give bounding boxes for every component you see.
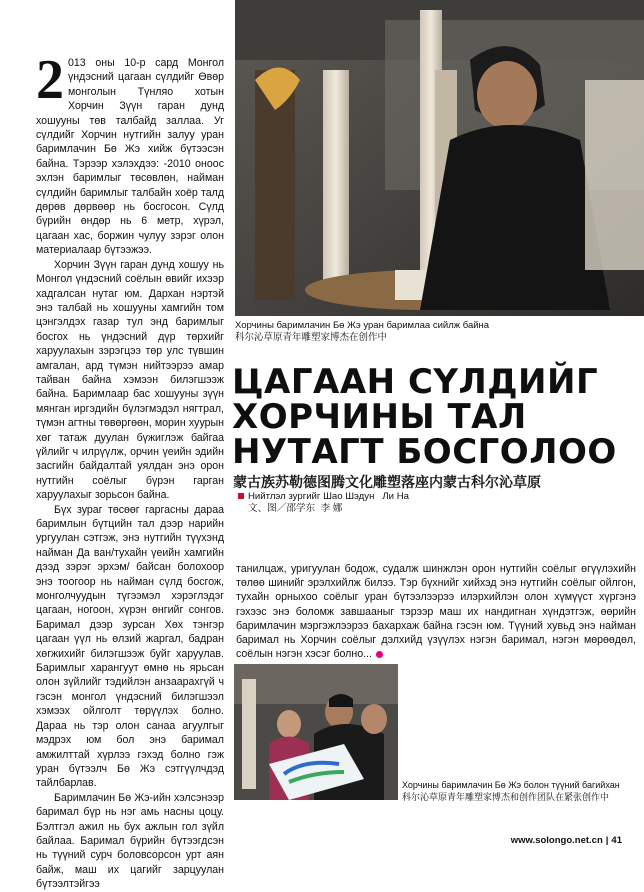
page-number: 41 [611, 835, 622, 846]
lead-text: 013 оны 10-р сард Монгол үндэсний цагаан сүлдийг Өвөр монголын Түнляо хотын Хорчин Зүүн гаран дунд хошууны төв талбайд заллаа. Уг сүлдийг Хорчин нутгийн залуу уран баримлачин Бө Жэ хийж бүтээсэн байна. Тэрээр хэлэхдээ: -2010 оноос эхлэн баримлыг төсөвлөн, найман сүлдийн баримлыг талбайн хоёр талд дөрөв дөрвөөр нь босгосон. Сүлд бүрийн өндөр нь 6 метр, хүрэл, цагаан хас, боржин чулуу зэрэг олон материалаар бүтээжээ. [36, 57, 224, 257]
chinese-subtitle: 蒙古族苏勒德图腾文化雕塑落座内蒙古科尔沁草原 [233, 475, 541, 491]
photo-caption-small: Хорчины баримлачин Бө Жэ болон түүний багийхан 科尔沁草原青年雕塑家博杰和创作团队在紧张创作中 [402, 780, 620, 802]
article-right-column [236, 562, 636, 661]
article-headline [232, 362, 642, 472]
headline-line: ЦАГААН СҮЛДИЙГ [232, 362, 599, 402]
headline-line: НУТАГТ БОСГОЛОО [232, 432, 617, 472]
author-bullet-icon [238, 493, 244, 499]
footer-site: www.solongo.net.cn [510, 835, 603, 846]
body-paragraph: Бүх зураг төсөөг гаргасны дараа баримлын бүтцийн тал дээр нарийн ургуулан сэтгэж, энэ нутгийн түүхэнд найман Да ван/тухайн үеийн хамгийн дээд зэрэг эрхэм/ байсан болохоор энэ тоогоор нь найман сүлд босгож, монголчуудын түгээмэл хэрэглэдэг цагаан, ногоон, хүрэн өнгийг сонгов. Баримал дээр зурсан Хөх тэнгэр цагаан үүл нь өлзий жаргал, бадран хөгжихийг билэгшээж буйг харуулав. Баримлыг харангуут өмнө нь ярьсан олон зүйлийг тэдийлэн анзаарахгүй ч гэсэн монгол үндэсний билэгшээл хэмээх ойлголт төрүүлэх болно. Дараа нь тэр олон санаа агуулгыг мэдрэх юм бол энэ баримал амжилттай хүрлээ гэхэд болно гэж уран бүтээлч Бө Жэ сэтгүүлчдэд тайлбарлав. [36, 503, 224, 790]
footer-separator: | [605, 835, 609, 846]
body-paragraph: Хорчин Зүүн гаран дунд хошуу нь Монгол үндэсний соёлын өвийг ихээр хадгалсан нутаг юм. Дархан нэртэй энэ талбай нь хошууны хамгийн том цэнгэлдэх газар тул энд баримлыг босгох нь үндэсний дүр төрхийг харуулахын зэрэгцээ төр улс түвшин амгалан, ард түмэн нийтээрээ амар тайван байна хэмээн билэгшээж байна. Баримлаар бас хошууны зүүн мянган иргэдийн бүлэгмэдэл нягтрал, түмэн агтны төвөргөөн, морин хуурын хөг татаж дуулан бүжиглэж байгаа үйлийг ч илрүүлж, орчин үеийн эдийн засгийн байдалтай уялдан энэ орон нутгийн соёлыг бүрэн гарган харуулахыг зорьсон байна. [36, 258, 224, 502]
lead-paragraph [36, 49, 224, 258]
author-credit-mn [238, 491, 409, 503]
dropcap: 2 [36, 49, 64, 111]
sculptor-working-photo [235, 0, 644, 316]
sculptor-team-photo [234, 664, 398, 800]
article-left-column [36, 49, 224, 892]
body-paragraph: Баримлачин Бө Жэ-ийн хэлсэнээр баримал бүр нь нэг амь насны цоцу. Бэлтгэл ажил нь бух ажлын гол зүйл байлаа. Баримал бүрийн бүтээгдсэн нь түүний сурч боловсорсон урт аян байж, маш их цагийг зарцуулан бүтээлтэйгээ [36, 791, 224, 891]
author-mn-text: Нийтлэл зургийг Шао Шэдун Ли На [248, 491, 409, 502]
page-footer [511, 835, 622, 846]
end-mark-icon [376, 651, 383, 658]
headline-line: ХОРЧИНЫ ТАЛ [232, 397, 527, 437]
body-paragraph: танилцаж, уригуулан бодож, судалж шинжлэн орон нутгийн соёлыг өгүүлэхийн төлөө шинийг эрэлхийлж билээ. Тэр бүхнийг хийхэд энэ нутгийн соёлыг ойлгон, тухайн орныхоо соёлыг уран бүтээлээрээ илэрхийлэн олон хүмүүст хүргэнэ гэхээс энэ боломж завшааныг тэрээр маш их нандигнан хүндэтгэж, өөрийн баримлачин мэргэжлээрээ бахархаж байна гэсэн юм. Түүний хувьд энэ найман баримал нь Хорчин соёлыг дэлхийд үзүүлэх нэгэн баримал, нэгэн мөрөөдөл, соёлын нэгэн хэсэг болно... [236, 563, 636, 661]
photo-caption-main: Хорчины баримлачин Бө Жэ уран баримлаа сийлж байна 科尔沁草原青年雕塑家博杰在创作中 [235, 320, 490, 343]
author-credit-zh: 文、图／邵学东 李 娜 [248, 503, 343, 514]
author-credit [238, 491, 409, 515]
